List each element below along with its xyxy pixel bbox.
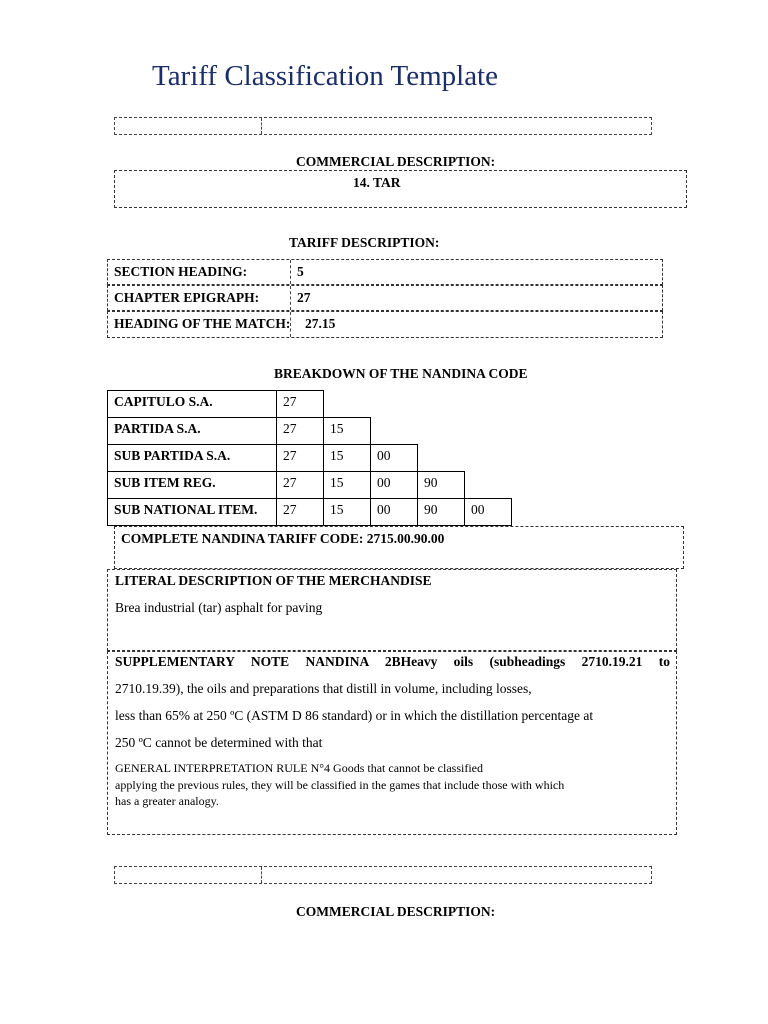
page-title: Tariff Classification Template (152, 60, 498, 92)
supplementary-note-line3: less than 65% at 250 ºC (ASTM D 86 standard) or in which the distillation percentage at (115, 708, 594, 723)
breakdown-row-label: SUB PARTIDA S.A. (107, 444, 277, 472)
literal-description-text: Brea industrial (tar) asphalt for paving (115, 600, 323, 615)
header-divider-box (114, 117, 652, 135)
tariff-row-value: 27.15 (305, 316, 336, 331)
breakdown-heading: BREAKDOWN OF THE NANDINA CODE (274, 366, 528, 381)
tariff-row-label: SECTION HEADING: (114, 264, 248, 279)
supplementary-note-line1: SUPPLEMENTARY NOTE NANDINA 2BHeavy oils (subheadings 2710.19.21 to (115, 654, 670, 669)
breakdown-row-label: SUB ITEM REG. (107, 471, 277, 499)
breakdown-cell: 15 (323, 471, 371, 499)
breakdown-cell: 15 (323, 498, 371, 526)
supplementary-note-line4: 250 ºC cannot be determined with that (115, 735, 323, 750)
breakdown-cell: 00 (464, 498, 512, 526)
complete-code-box (114, 526, 684, 569)
supplementary-note-line2: 2710.19.39), the oils and preparations that distill in volume, including losses, (115, 681, 532, 696)
commercial-description-value: 14. TAR (353, 175, 401, 190)
breakdown-cell: 00 (370, 444, 418, 472)
breakdown-cell: 27 (276, 417, 324, 445)
tariff-row-value: 5 (297, 264, 304, 279)
interpretation-rule-line1: GENERAL INTERPRETATION RULE N°4 Goods that cannot be classified (115, 761, 483, 775)
breakdown-cell: 27 (276, 498, 324, 526)
tariff-row-label: CHAPTER EPIGRAPH: (114, 290, 260, 305)
interpretation-rule-line2: applying the previous rules, they will be classified in the games that include those with which (115, 778, 565, 792)
complete-code-text: COMPLETE NANDINA TARIFF CODE: 2715.00.90.00 (121, 531, 445, 546)
footer-commercial-description-heading: COMMERCIAL DESCRIPTION: (296, 904, 496, 919)
literal-description-box (107, 569, 677, 651)
tariff-row-heading (107, 311, 663, 338)
commercial-description-box (114, 170, 687, 208)
tariff-description-heading: TARIFF DESCRIPTION: (289, 235, 440, 250)
tariff-row-label: HEADING OF THE MATCH: (114, 316, 291, 331)
breakdown-cell: 15 (323, 444, 371, 472)
breakdown-row-label: PARTIDA S.A. (107, 417, 277, 445)
breakdown-cell: 15 (323, 417, 371, 445)
breakdown-cell: 27 (276, 471, 324, 499)
breakdown-cell: 27 (276, 444, 324, 472)
supplementary-note-box (107, 651, 677, 835)
breakdown-row-label: CAPITULO S.A. (107, 390, 277, 418)
interpretation-rule-line3: has a greater analogy. (115, 794, 219, 808)
commercial-description-heading: COMMERCIAL DESCRIPTION: (296, 154, 496, 169)
literal-description-heading: LITERAL DESCRIPTION OF THE MERCHANDISE (115, 573, 432, 588)
tariff-row-value: 27 (297, 290, 311, 305)
breakdown-row-label: SUB NATIONAL ITEM. (107, 498, 277, 526)
tariff-row-section (107, 259, 663, 285)
breakdown-cell: 27 (276, 390, 324, 418)
breakdown-cell: 90 (417, 498, 465, 526)
tariff-row-chapter (107, 285, 663, 311)
breakdown-cell: 00 (370, 498, 418, 526)
footer-divider-box (114, 866, 652, 884)
breakdown-cell: 00 (370, 471, 418, 499)
breakdown-cell: 90 (417, 471, 465, 499)
